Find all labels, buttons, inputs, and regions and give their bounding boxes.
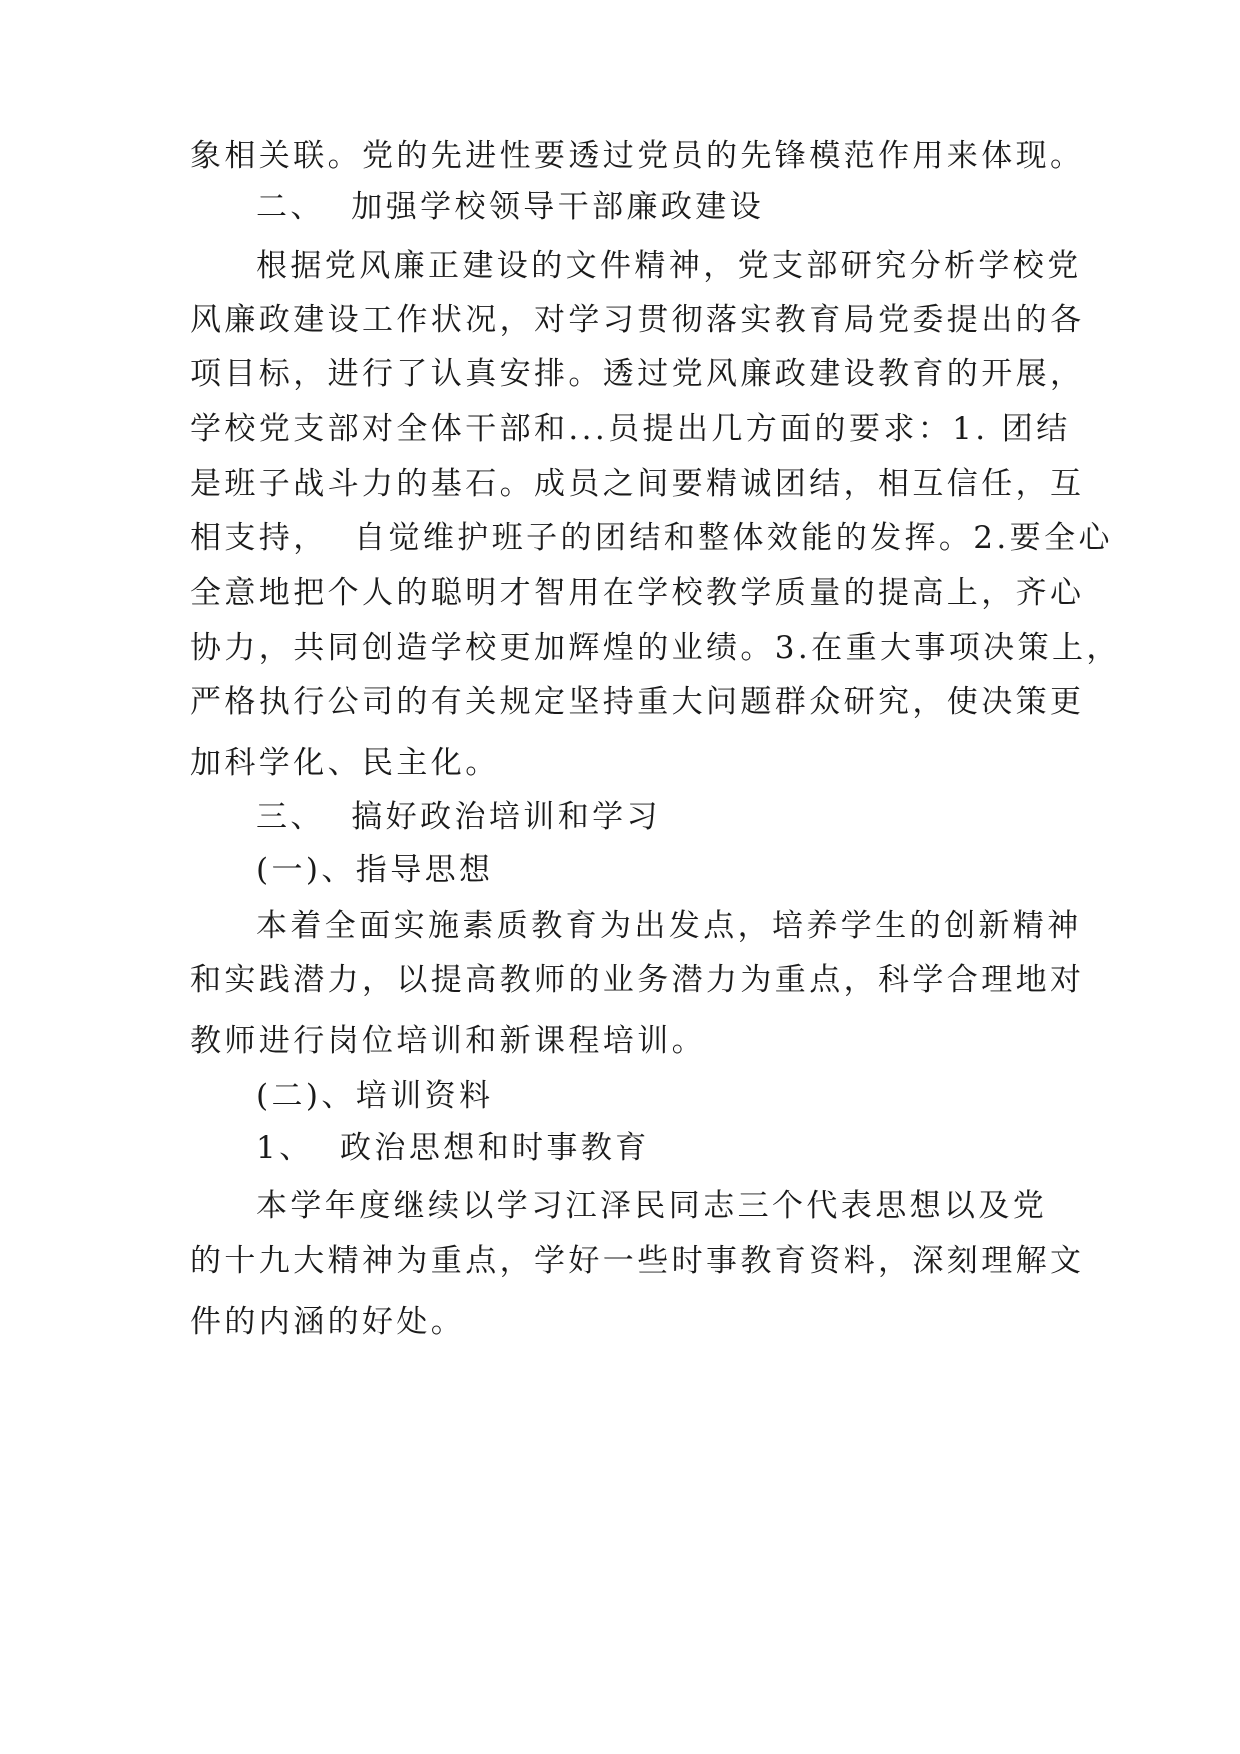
text-line: 相支持， 自觉维护班子的团结和整体效能的发挥。2.要全心 (190, 520, 1113, 556)
text-line: 教师进行岗位培训和新课程培训。 (190, 1023, 706, 1059)
text-line: 根据党风廉正建设的文件精神，党支部研究分析学校党 (256, 248, 1082, 284)
text-line: 风廉政建设工作状况，对学习贯彻落实教育局党委提出的各 (190, 302, 1085, 338)
text-line: 严格执行公司的有关规定坚持重大问题群众研究，使决策更 (190, 684, 1085, 720)
section-heading: 三、 搞好政治培训和学习 (256, 799, 661, 835)
section-heading: 二、 加强学校领导干部廉政建设 (256, 189, 765, 225)
text-line: 象相关联。党的先进性要透过党员的先锋模范作用来体现。 (190, 138, 1085, 174)
list-item-heading: 1、 政治思想和时事教育 (256, 1130, 650, 1166)
text-line: 本着全面实施素质教育为出发点，培养学生的创新精神 (256, 908, 1082, 944)
text-line: 件的内涵的好处。 (190, 1304, 466, 1340)
text-line: 是班子战斗力的基石。成员之间要精诚团结，相互信任，互 (190, 466, 1085, 502)
text-line: 全意地把个人的聪明才智用在学校教学质量的提高上，齐心 (190, 575, 1085, 611)
text-line: 的十九大精神为重点，学好一些时事教育资料，深刻理解文 (190, 1243, 1085, 1279)
text-line: 协力，共同创造学校更加辉煌的业绩。3.在重大事项决策上， (190, 630, 1121, 666)
text-line: 项目标，进行了认真安排。透过党风廉政建设教育的开展， (190, 356, 1085, 392)
subsection-heading: (二)、培训资料 (256, 1078, 494, 1114)
text-line: 本学年度继续以学习江泽民同志三个代表思想以及党 (256, 1188, 1048, 1224)
subsection-heading: (一)、指导思想 (256, 852, 494, 888)
text-line: 加科学化、民主化。 (190, 745, 500, 781)
text-line: 和实践潜力，以提高教师的业务潜力为重点，科学合理地对 (190, 962, 1085, 998)
text-line: 学校党支部对全体干部和...员提出几方面的要求：1. 团结 (190, 411, 1071, 447)
